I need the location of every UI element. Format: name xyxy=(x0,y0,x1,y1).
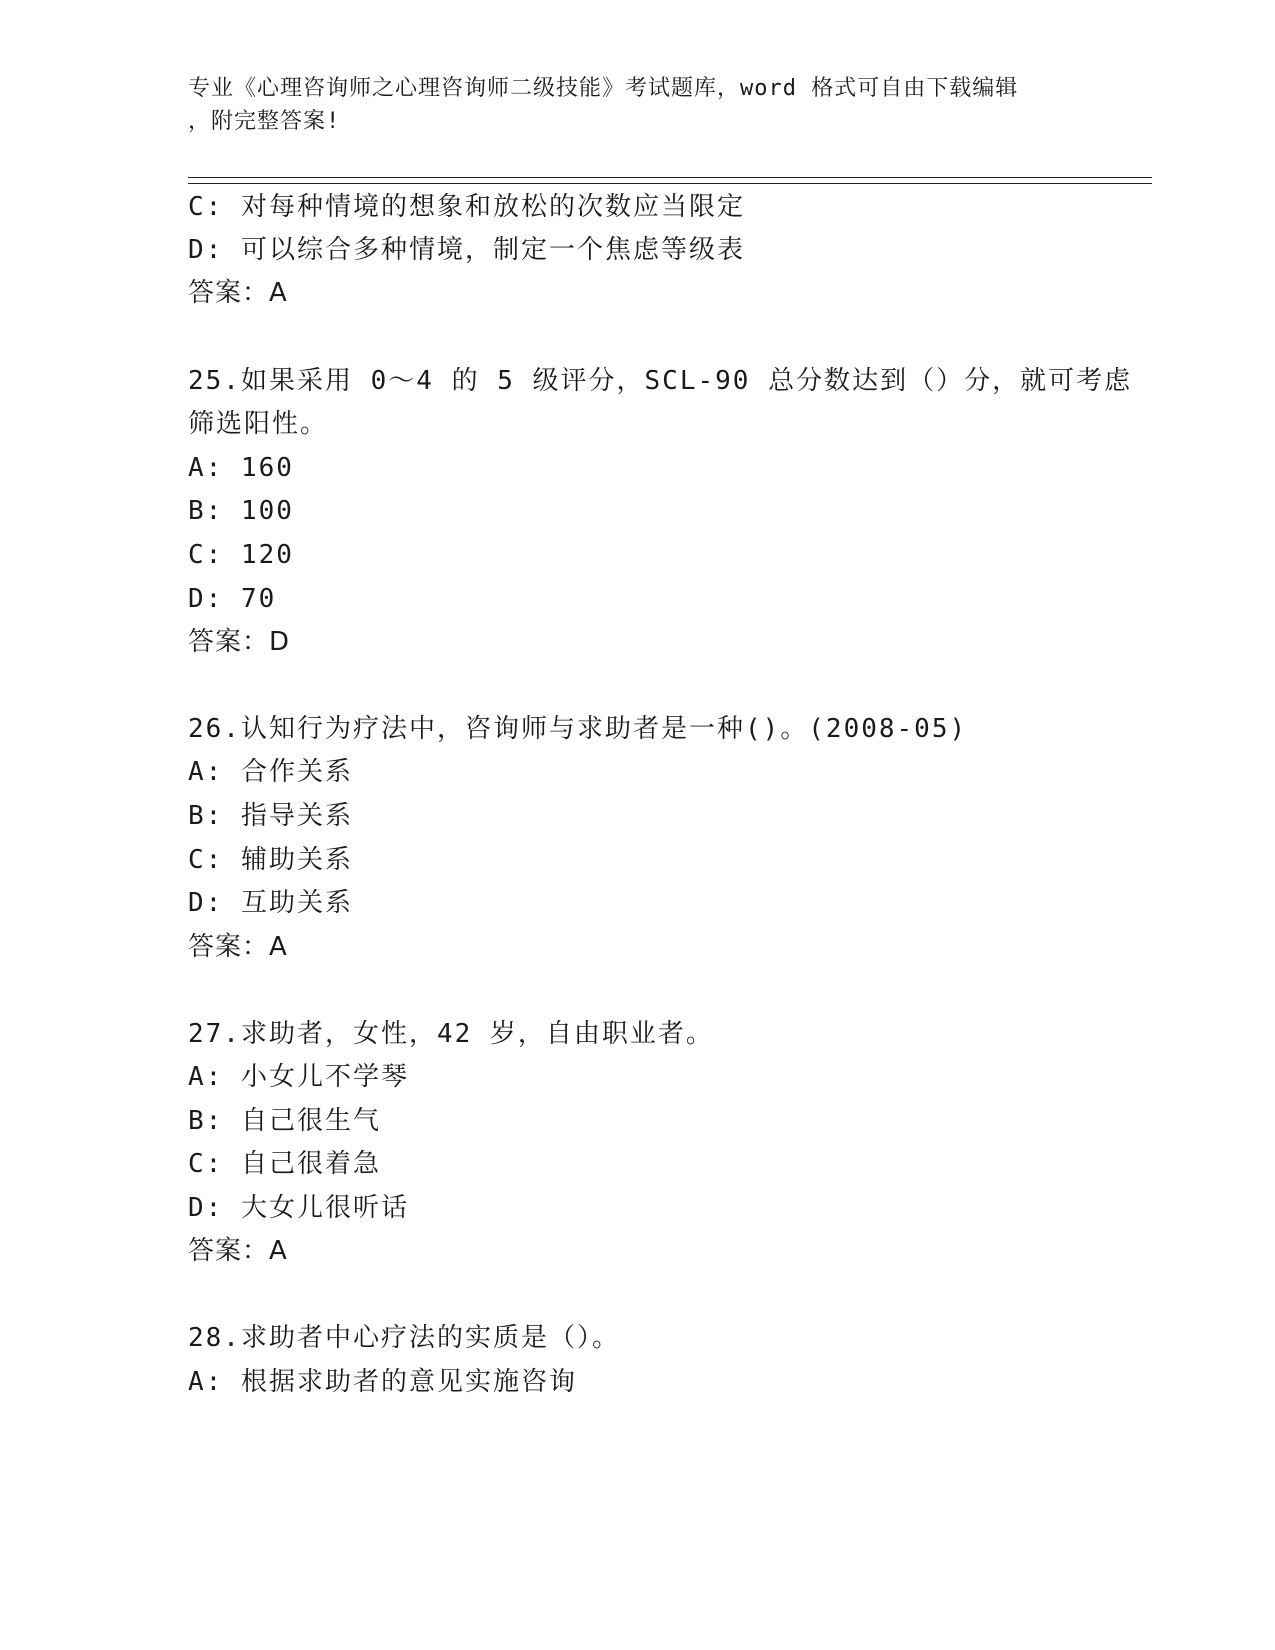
q24-option-d: D: 可以综合多种情境，制定一个焦虑等级表 xyxy=(188,235,745,265)
q26-answer: 答案：A xyxy=(188,932,288,962)
q26-option-b: B: 指导关系 xyxy=(188,801,353,831)
q25-option-b: B: 100 xyxy=(188,496,294,526)
q27-option-c: C: 自己很着急 xyxy=(188,1149,381,1179)
q27-answer: 答案：A xyxy=(188,1236,288,1266)
q26-option-a: A: 合作关系 xyxy=(188,757,353,787)
header-divider-top xyxy=(188,177,1152,178)
q27-stem: 27.求助者，女性，42 岁，自由职业者。 xyxy=(188,1019,714,1049)
q26-option-c: C: 辅助关系 xyxy=(188,845,353,875)
q24-option-c: C: 对每种情境的想象和放松的次数应当限定 xyxy=(188,192,745,222)
q24-answer: 答案：A xyxy=(188,278,288,308)
document-header xyxy=(188,72,1068,138)
q26-option-d: D: 互助关系 xyxy=(188,888,353,918)
q28-stem: 28.求助者中心疗法的实质是（）。 xyxy=(188,1323,620,1353)
q25-stem-line-1: 25.如果采用 0～4 的 5 级评分，SCL-90 总分数达到（）分，就可考虑 xyxy=(188,366,1133,396)
q25-option-d: D: 70 xyxy=(188,584,277,614)
q25-answer: 答案：D xyxy=(188,627,291,657)
q25-option-c: C: 120 xyxy=(188,540,294,570)
q27-option-d: D: 大女儿很听话 xyxy=(188,1193,409,1223)
q27-option-b: B: 自己很生气 xyxy=(188,1106,381,1136)
q25-option-a: A: 160 xyxy=(188,453,294,483)
q25-stem-line-2: 筛选阳性。 xyxy=(188,409,329,439)
header-divider-bottom xyxy=(188,183,1152,184)
q28-option-a: A: 根据求助者的意见实施咨询 xyxy=(188,1367,577,1397)
q26-stem: 26.认知行为疗法中，咨询师与求助者是一种()。(2008-05) xyxy=(188,714,968,744)
header-line-1: 专业《心理咨询师之心理咨询师二级技能》考试题库，word 格式可自由下载编辑 xyxy=(188,76,1019,101)
q27-option-a: A: 小女儿不学琴 xyxy=(188,1062,409,1092)
header-line-2: ，附完整答案! xyxy=(188,109,341,134)
